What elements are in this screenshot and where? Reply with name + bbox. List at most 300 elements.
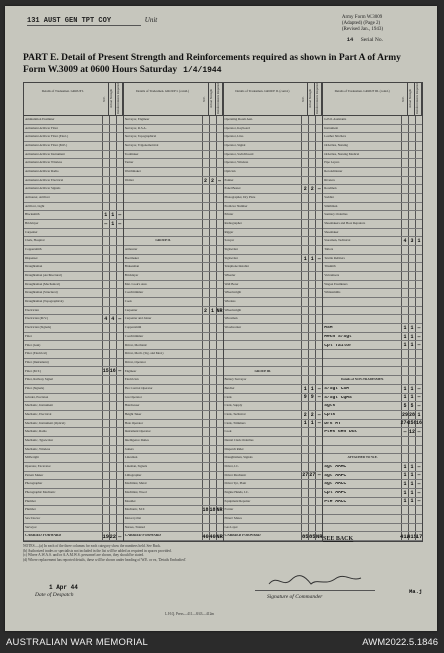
reinf-count bbox=[415, 281, 422, 289]
trade-label: Armament Artificer Signals bbox=[25, 187, 61, 191]
reinf-count bbox=[116, 289, 123, 297]
we-count bbox=[102, 151, 109, 159]
we-count bbox=[102, 281, 109, 289]
we-count bbox=[102, 359, 109, 367]
reinf-count bbox=[116, 203, 123, 211]
reinf-count bbox=[116, 324, 123, 332]
actual-count bbox=[209, 376, 216, 384]
actual-count: 415 bbox=[407, 532, 417, 540]
table-row bbox=[224, 506, 323, 515]
table-row bbox=[224, 472, 323, 481]
we-count bbox=[401, 255, 408, 263]
reinf-count bbox=[216, 281, 223, 289]
reinf-count bbox=[116, 376, 123, 384]
we-count bbox=[102, 411, 109, 419]
trade-label: Cook bbox=[124, 300, 132, 304]
actual-count bbox=[209, 281, 216, 289]
we-count: 1 bbox=[401, 489, 408, 497]
actual-count: 258 bbox=[407, 420, 417, 427]
table-row bbox=[124, 246, 223, 255]
trade-label: Toolmaker bbox=[124, 152, 139, 156]
we-count bbox=[401, 159, 408, 167]
actual-count bbox=[308, 428, 315, 436]
we-count bbox=[301, 402, 308, 410]
table-row bbox=[323, 394, 422, 403]
table-row bbox=[224, 159, 323, 168]
reinf-count bbox=[315, 480, 322, 488]
actual-count bbox=[109, 376, 116, 384]
actual-count bbox=[209, 367, 216, 375]
reinf-count: — bbox=[216, 177, 223, 185]
actual-count bbox=[308, 333, 315, 341]
table-row bbox=[124, 142, 223, 151]
reinf-count: — bbox=[415, 385, 422, 393]
actual-count bbox=[109, 307, 116, 315]
table-row bbox=[124, 454, 223, 463]
unit-value: 131 AUST GEN TPT COY bbox=[27, 17, 141, 26]
we-count bbox=[102, 333, 109, 341]
actual-count: 16 bbox=[109, 368, 116, 375]
actual-count bbox=[308, 402, 315, 410]
reinf-count bbox=[116, 472, 123, 480]
trade-label: Armament Artificer Radio bbox=[25, 170, 59, 174]
reinf-count bbox=[415, 255, 422, 263]
reinf-count bbox=[315, 220, 322, 228]
actual-count: 4 bbox=[109, 315, 116, 323]
we-count: 1 bbox=[401, 394, 408, 402]
actual-count bbox=[109, 289, 116, 297]
trade-label: Coachtrimmer bbox=[124, 334, 144, 338]
table-row bbox=[124, 506, 223, 515]
actual-count bbox=[209, 472, 216, 480]
reinf-count bbox=[415, 194, 422, 202]
reinf-count bbox=[415, 506, 422, 514]
actual-count: 18 bbox=[209, 507, 216, 514]
table-row bbox=[224, 324, 323, 333]
notes bbox=[23, 544, 421, 562]
we-count bbox=[102, 272, 109, 280]
trade-label: Ammunition Examiner bbox=[25, 118, 55, 122]
serial-value: 14 bbox=[346, 36, 354, 43]
table-row bbox=[124, 367, 223, 376]
reinf-count: 17 bbox=[415, 532, 423, 540]
actual-count bbox=[109, 246, 116, 254]
reinf-count bbox=[216, 463, 223, 471]
trade-label: Equipment Repairer bbox=[224, 499, 251, 503]
table-row bbox=[124, 428, 223, 437]
trade-label: Cpls bbox=[324, 412, 336, 417]
reinf-count: — bbox=[415, 498, 422, 506]
actual-count bbox=[109, 428, 116, 436]
reinf-count bbox=[116, 350, 123, 358]
actual-count bbox=[408, 151, 415, 159]
table-row bbox=[323, 428, 422, 437]
reinf-count bbox=[216, 315, 223, 323]
trade-label: Riveters bbox=[324, 178, 335, 182]
table-row bbox=[323, 151, 422, 160]
we-count bbox=[401, 350, 408, 358]
table-row bbox=[323, 298, 422, 307]
table-row bbox=[323, 324, 422, 333]
table-row bbox=[124, 255, 223, 264]
we-count bbox=[202, 211, 209, 219]
reinf-count bbox=[216, 437, 223, 445]
trade-label: Sgt AAMC bbox=[324, 464, 347, 469]
actual-count bbox=[109, 168, 116, 176]
actual-count bbox=[209, 237, 216, 245]
trade-label: Details of NON-TRADESMEN. bbox=[341, 378, 385, 382]
carried-forward-row bbox=[224, 532, 323, 541]
table-row bbox=[224, 350, 323, 359]
we-count bbox=[401, 133, 408, 141]
reinf-count bbox=[415, 289, 422, 297]
we-count bbox=[202, 446, 209, 454]
reinf-count bbox=[216, 194, 223, 202]
we-count bbox=[202, 411, 209, 419]
reinf-count bbox=[315, 463, 322, 471]
reinf-count bbox=[116, 272, 123, 280]
actual-count bbox=[408, 229, 415, 237]
actual-count: 28 bbox=[409, 411, 416, 418]
table-row bbox=[224, 177, 323, 186]
actual-count bbox=[209, 203, 216, 211]
reinf-count bbox=[415, 272, 422, 280]
reinf-count: — bbox=[415, 324, 422, 332]
table-row bbox=[224, 376, 323, 385]
actual-count bbox=[209, 333, 216, 341]
table-row bbox=[323, 385, 422, 394]
trade-label: Rigger bbox=[224, 230, 234, 234]
reinf-count bbox=[216, 168, 223, 176]
table-row bbox=[24, 524, 123, 533]
we-count bbox=[301, 289, 308, 297]
table-row bbox=[124, 168, 223, 177]
actual-count bbox=[408, 177, 415, 185]
table-row bbox=[24, 480, 123, 489]
trade-label: Welder bbox=[124, 178, 134, 182]
we-count bbox=[401, 289, 408, 297]
trade-label: Painter bbox=[224, 178, 234, 182]
trade-label: Tinsmith bbox=[324, 265, 336, 269]
we-count bbox=[401, 272, 408, 280]
reinf-count bbox=[415, 125, 422, 133]
we-count bbox=[102, 350, 109, 358]
trade-label: Intelligence Duties bbox=[124, 438, 149, 442]
actual-count bbox=[109, 159, 116, 167]
trade-label: Clerk, Technical bbox=[224, 412, 246, 416]
actual-count bbox=[308, 151, 315, 159]
we-count: 1 bbox=[301, 385, 308, 393]
reinf-count bbox=[116, 142, 123, 150]
archive-id: AWM2022.5.1846 bbox=[362, 637, 438, 648]
reinf-count bbox=[315, 437, 322, 445]
we-count bbox=[301, 515, 308, 523]
reinf-count bbox=[216, 151, 223, 159]
we-count bbox=[202, 437, 209, 445]
table-row bbox=[224, 246, 323, 255]
we-count: 2 bbox=[202, 177, 209, 185]
trade-label: Engine Hands, I.C. bbox=[224, 490, 249, 494]
actual-count bbox=[308, 489, 315, 497]
we-count bbox=[102, 524, 109, 532]
we-count bbox=[401, 185, 408, 193]
reinf-count bbox=[415, 116, 422, 124]
reinf-count bbox=[315, 498, 322, 506]
we-count bbox=[301, 376, 308, 384]
actual-count bbox=[408, 515, 415, 523]
column-header-label: Details of Tradesmen. GROUP I. bbox=[41, 89, 84, 93]
we-count bbox=[401, 454, 408, 462]
trade-label: Leather Stitchers bbox=[324, 135, 346, 139]
table-row bbox=[323, 237, 422, 246]
we-count bbox=[401, 359, 408, 367]
trade-label: Carpenter bbox=[124, 308, 138, 312]
table-row bbox=[323, 246, 422, 255]
trade-label: Clerk bbox=[224, 395, 232, 399]
table-row bbox=[124, 324, 223, 333]
trade-label: Photographic Mechanic bbox=[25, 490, 56, 494]
actual-count bbox=[308, 272, 315, 280]
table-row bbox=[323, 194, 422, 203]
actual-count bbox=[209, 394, 216, 402]
trade-label: Driver, I.C. bbox=[224, 464, 240, 468]
table-row bbox=[124, 489, 223, 498]
actual-count bbox=[209, 151, 216, 159]
actual-count bbox=[408, 142, 415, 150]
table-row bbox=[323, 411, 422, 420]
trade-label: Surveyor bbox=[25, 525, 37, 529]
reinf-count bbox=[415, 524, 422, 532]
we-count bbox=[202, 159, 209, 167]
trade-label: Operator, Lino bbox=[224, 135, 244, 139]
table-row bbox=[224, 263, 323, 272]
table-row bbox=[24, 307, 123, 316]
actual-count bbox=[109, 333, 116, 341]
actual-count bbox=[209, 324, 216, 332]
reinf-count bbox=[415, 307, 422, 315]
actual-count bbox=[308, 177, 315, 185]
actual-count bbox=[209, 480, 216, 488]
trade-label: Turner bbox=[124, 161, 134, 165]
actual-count bbox=[308, 263, 315, 271]
form-reference bbox=[342, 15, 383, 33]
we-count: 27 bbox=[302, 472, 309, 479]
trade-label: Clerk, Hospital bbox=[25, 239, 45, 243]
we-count bbox=[401, 298, 408, 306]
count-header: W.E. bbox=[102, 83, 109, 115]
we-count bbox=[202, 116, 209, 124]
actual-count bbox=[109, 324, 116, 332]
reinf-count bbox=[415, 168, 422, 176]
reinf-count bbox=[315, 446, 322, 454]
actual-count bbox=[109, 194, 116, 202]
reinf-count bbox=[315, 211, 322, 219]
archive-name: AUSTRALIAN WAR MEMORIAL bbox=[6, 637, 149, 648]
actual-count bbox=[209, 341, 216, 349]
reinf-count: — bbox=[415, 333, 422, 341]
carried-forward-row bbox=[24, 532, 123, 541]
table-row bbox=[124, 472, 223, 481]
actual-count bbox=[209, 428, 216, 436]
table-row bbox=[24, 350, 123, 359]
actual-count bbox=[209, 359, 216, 367]
actual-count bbox=[408, 524, 415, 532]
actual-count bbox=[308, 289, 315, 297]
we-count bbox=[202, 133, 209, 141]
table-row bbox=[24, 194, 123, 203]
table-row bbox=[24, 463, 123, 472]
actual-count: 1 bbox=[408, 463, 415, 471]
trade-label: Operator, Excavator bbox=[25, 464, 51, 468]
we-count bbox=[102, 420, 109, 428]
we-count bbox=[301, 454, 308, 462]
actual-count: 1 bbox=[308, 385, 315, 393]
trade-label: Gas Layer bbox=[224, 525, 238, 529]
actual-count bbox=[209, 211, 216, 219]
actual-count bbox=[308, 133, 315, 141]
actual-count bbox=[308, 229, 315, 237]
table-row bbox=[323, 367, 422, 376]
reinf-count: 1 bbox=[415, 411, 422, 419]
trade-label: Shoemaker bbox=[324, 230, 339, 234]
we-count bbox=[202, 272, 209, 280]
we-count bbox=[401, 211, 408, 219]
we-count bbox=[202, 472, 209, 480]
table-row bbox=[323, 307, 422, 316]
table-row bbox=[323, 446, 422, 455]
table-row bbox=[124, 315, 223, 324]
reinf-count bbox=[216, 385, 223, 393]
reinf-count bbox=[315, 203, 322, 211]
reinf-count bbox=[315, 489, 322, 497]
we-count bbox=[102, 402, 109, 410]
reinf-count bbox=[315, 367, 322, 375]
reinf-count bbox=[415, 437, 422, 445]
we-count bbox=[202, 376, 209, 384]
we-count: 1 bbox=[401, 498, 408, 506]
note-line: NOTES.—(a) In each of the three columns for each category show the numbers held. See Back. bbox=[23, 544, 161, 548]
actual-count: 27 bbox=[309, 472, 316, 479]
actual-count bbox=[408, 359, 415, 367]
we-count bbox=[102, 159, 109, 167]
reinf-count bbox=[216, 359, 223, 367]
table-row bbox=[124, 133, 223, 142]
actual-count bbox=[308, 220, 315, 228]
we-count bbox=[202, 428, 209, 436]
table-row bbox=[224, 463, 323, 472]
column-header bbox=[224, 83, 323, 116]
table-row bbox=[323, 289, 422, 298]
trade-label: Armament Artificer Electrical bbox=[25, 178, 64, 182]
actual-count bbox=[209, 524, 216, 532]
trade-label: Reconditioner bbox=[324, 170, 343, 174]
actual-count bbox=[209, 498, 216, 506]
printer-imprint: L.H.Q. Press—411—8/43—412m bbox=[165, 612, 215, 616]
table-row bbox=[224, 220, 323, 229]
trade-label: Wheeler bbox=[224, 274, 236, 278]
table-row bbox=[323, 185, 422, 194]
reinf-count bbox=[315, 272, 322, 280]
actual-count bbox=[109, 229, 116, 237]
trade-label: Engineer bbox=[124, 369, 137, 373]
actual-count bbox=[408, 376, 415, 384]
trade-label: Draughtsman (Topographical) bbox=[25, 300, 64, 304]
table-row bbox=[323, 315, 422, 324]
table-row bbox=[124, 229, 223, 238]
trade-label: Fitter bbox=[25, 334, 32, 338]
reinf-count bbox=[116, 307, 123, 315]
reinf-count bbox=[116, 168, 123, 176]
column-rows bbox=[24, 116, 123, 541]
we-count: 2 bbox=[301, 411, 308, 419]
we-count bbox=[401, 281, 408, 289]
date-of-despatch-label: Date of Despatch bbox=[35, 592, 74, 598]
table-row bbox=[24, 437, 123, 446]
trade-label: Mechanic, Instrument (Optical) bbox=[25, 421, 66, 425]
reinf-count bbox=[116, 185, 123, 193]
table-row bbox=[323, 376, 422, 385]
table-row bbox=[124, 203, 223, 212]
trade-label: Coppersmith bbox=[25, 248, 42, 252]
actual-count bbox=[408, 272, 415, 280]
trade-label: Draughtsman bbox=[25, 265, 43, 269]
we-count bbox=[401, 367, 408, 375]
actual-count: 12 bbox=[409, 429, 416, 436]
we-count bbox=[102, 298, 109, 306]
reinf-count bbox=[216, 185, 223, 193]
reinf-count bbox=[216, 246, 223, 254]
we-count: 9 bbox=[301, 394, 308, 402]
table-row bbox=[24, 359, 123, 368]
actual-count bbox=[209, 168, 216, 176]
we-count bbox=[202, 289, 209, 297]
trade-label: Wireless bbox=[224, 300, 236, 304]
reinf-count bbox=[315, 263, 322, 271]
reinf-count bbox=[216, 324, 223, 332]
reinf-count: NR bbox=[315, 532, 323, 540]
table-row bbox=[224, 402, 323, 411]
actual-count bbox=[308, 315, 315, 323]
trade-label: Electrician bbox=[25, 308, 39, 312]
table-row bbox=[224, 524, 323, 533]
reinf-count bbox=[216, 367, 223, 375]
actual-count: 1 bbox=[209, 307, 216, 315]
reinf-count bbox=[315, 237, 322, 245]
we-count: 29 bbox=[402, 411, 409, 418]
actual-count bbox=[308, 341, 315, 349]
table-row bbox=[124, 376, 223, 385]
reinf-count bbox=[315, 281, 322, 289]
actual-count bbox=[209, 411, 216, 419]
actual-count bbox=[408, 194, 415, 202]
trade-label: Dispenser bbox=[25, 256, 38, 260]
we-count bbox=[401, 203, 408, 211]
table-row bbox=[24, 142, 123, 151]
reinf-count bbox=[216, 480, 223, 488]
actual-count bbox=[308, 498, 315, 506]
table-row bbox=[323, 281, 422, 290]
trade-label: Pattern Maker bbox=[25, 473, 44, 477]
we-count bbox=[301, 437, 308, 445]
reinf-count: — bbox=[116, 532, 123, 540]
trade-label: Moulder bbox=[124, 499, 136, 503]
reinf-count bbox=[315, 142, 322, 150]
table-row bbox=[24, 255, 123, 264]
actual-count bbox=[308, 116, 315, 124]
reinf-count bbox=[216, 411, 223, 419]
reinf-count bbox=[116, 446, 123, 454]
title-date: 1/4/1944 bbox=[183, 66, 222, 75]
